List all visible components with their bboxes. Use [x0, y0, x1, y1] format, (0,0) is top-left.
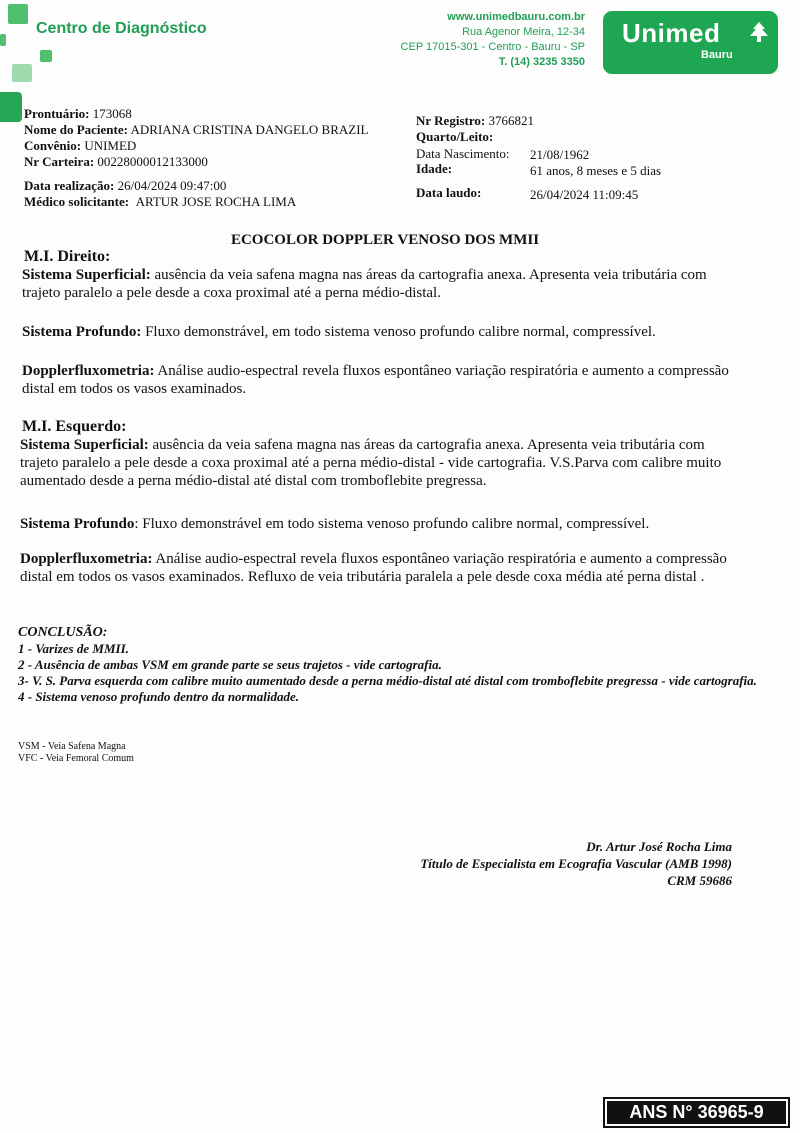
signature-name: Dr. Artur José Rocha Lima: [586, 839, 732, 854]
quarto-label: Quarto/Leito:: [416, 129, 494, 144]
direito-doppler-label: Dopplerfluxometria:: [22, 363, 155, 379]
conclusion-item: 1 - Varizes de MMII.: [18, 641, 129, 656]
realizacao-value: 26/04/2024 09:47:00: [117, 178, 227, 193]
signature-crm: CRM 59686: [667, 873, 732, 888]
direito-doppler-text: Análise audio-espectral revela fluxos espontâneo variação respiratória e aumento a compressão distal em todos os vasos examinados.: [22, 363, 729, 397]
abbreviations: [18, 741, 134, 765]
direito-superficial-paragraph: [22, 266, 742, 302]
laudo-label: Data laudo:: [416, 185, 482, 200]
nascimento-value: 21/08/1962: [530, 147, 590, 162]
conclusion-item: 2 - Ausência de ambas VSM em grande parte se seus trajetos - vide cartografia.: [18, 657, 442, 672]
esquerdo-doppler-paragraph: [20, 550, 740, 586]
direito-doppler-paragraph: [22, 362, 742, 398]
clinic-name: Centro de Diagnóstico: [36, 20, 207, 37]
conclusion-block: [18, 625, 758, 705]
prontuario-label: Prontuário:: [24, 106, 90, 121]
realizacao-label: Data realização:: [24, 178, 115, 193]
prontuario-value: 173068: [92, 106, 132, 121]
signature-title: Título de Especialista em Ecografia Vascular (AMB 1998): [420, 856, 732, 871]
idade-value: 61 anos, 8 meses e 5 dias: [530, 163, 662, 178]
address-line-1: Rua Agenor Meira, 12-34: [462, 26, 585, 38]
abbreviation-item: VSM - Veia Safena Magna: [18, 741, 126, 752]
address-line-2: CEP 17015-301 - Centro - Bauru - SP: [400, 41, 585, 53]
laudo-value: 26/04/2024 11:09:45: [530, 187, 639, 202]
esquerdo-profundo-paragraph: [20, 515, 740, 533]
carteira-row: [24, 154, 208, 170]
convenio-row: [24, 138, 136, 154]
esquerdo-profundo-text: : Fluxo demonstrável em todo sistema venoso profundo calibre normal, compressível.: [134, 516, 650, 532]
green-side-tab: [0, 92, 22, 122]
report-title: ECOCOLOR DOPPLER VENOSO DOS MMII: [230, 232, 540, 248]
prontuario-row: [24, 106, 132, 122]
direito-profundo-label: Sistema Profundo:: [22, 324, 142, 340]
esquerdo-superficial-label: Sistema Superficial:: [20, 437, 149, 453]
esquerdo-doppler-label: Dopplerfluxometria:: [20, 551, 153, 567]
medico-label: Médico solicitante:: [24, 194, 130, 209]
convenio-value: UNIMED: [84, 138, 137, 153]
logo-square-icon: [0, 34, 6, 46]
brand-subtitle: Bauru: [701, 49, 733, 61]
quarto-row: [416, 129, 493, 145]
patient-name-value: ADRIANA CRISTINA DANGELO BRAZIL: [130, 122, 369, 137]
carteira-value: 00228000012133000: [97, 154, 208, 169]
medico-row: [24, 194, 296, 210]
clinic-website[interactable]: www.unimedbauru.com.br: [447, 11, 585, 23]
logo-square-icon: [12, 64, 32, 82]
abbreviation-item: VFC - Veia Femoral Comum: [18, 753, 134, 764]
brand-name: Unimed: [622, 18, 721, 48]
conclusion-item: 4 - Sistema venoso profundo dentro da normalidade.: [18, 689, 299, 704]
signature-block: [420, 838, 732, 889]
nascimento-label: Data Nascimento:: [416, 146, 510, 161]
ans-registration-badge: ANS N° 36965-9: [603, 1097, 790, 1128]
section-heading-direito: M.I. Direito:: [24, 248, 111, 265]
esquerdo-profundo-label: Sistema Profundo: [20, 516, 135, 532]
unimed-tree-icon: [747, 21, 771, 43]
direito-superficial-label: Sistema Superficial:: [22, 267, 151, 283]
direito-profundo-text: Fluxo demonstrável, em todo sistema venoso profundo calibre normal, compressível.: [141, 324, 656, 340]
logo-square-icon: [40, 50, 52, 62]
conclusion-item: 3- V. S. Parva esquerda com calibre muito aumentado desde a perna médio-distal até distal com tromboflebite pregressa - vide cartografia.: [18, 673, 757, 688]
patient-name-row: [24, 122, 368, 138]
clinic-phone: T. (14) 3235 3350: [498, 56, 585, 68]
conclusion-heading: CONCLUSÃO:: [18, 625, 108, 640]
carteira-label: Nr Carteira:: [24, 154, 95, 169]
esquerdo-doppler-text: Análise audio-espectral revela fluxos espontâneo variação respiratória e aumento a compressão distal em todos os vasos examinados. Refluxo de veia tributária paralela a pele desde coxa média até perna distal .: [20, 551, 727, 585]
esquerdo-superficial-text: ausência da veia safena magna nas áreas da cartografia anexa. Apresenta veia tributária com trajeto paralelo a pele desde a coxa proximal até a perna médio-distal - vide cartografia. V.S.Parva com calibre muito aumentado desde a perna médio-distal até distal com tromboflebite pregressa.: [20, 437, 722, 489]
clinic-address-block: [401, 10, 585, 70]
idade-label: Idade:: [416, 161, 453, 176]
direito-profundo-paragraph: [22, 323, 742, 341]
medico-value: ARTUR JOSE ROCHA LIMA: [135, 194, 297, 209]
section-heading-esquerdo: M.I. Esquerdo:: [22, 418, 127, 435]
registro-label: Nr Registro:: [416, 113, 486, 128]
realizacao-row: [24, 178, 226, 194]
convenio-label: Convênio:: [24, 138, 82, 153]
registro-row: [416, 113, 534, 129]
logo-square-icon: [8, 4, 28, 24]
registro-value: 3766821: [488, 113, 534, 128]
direito-superficial-text: ausência da veia safena magna nas áreas da cartografia anexa. Apresenta veia tributária com trajeto paralelo a pele desde a coxa proximal até a perna médio-distal.: [22, 267, 707, 301]
patient-name-label: Nome do Paciente:: [24, 122, 128, 137]
unimed-brand-logo: [603, 11, 778, 74]
esquerdo-superficial-paragraph: [20, 436, 740, 490]
